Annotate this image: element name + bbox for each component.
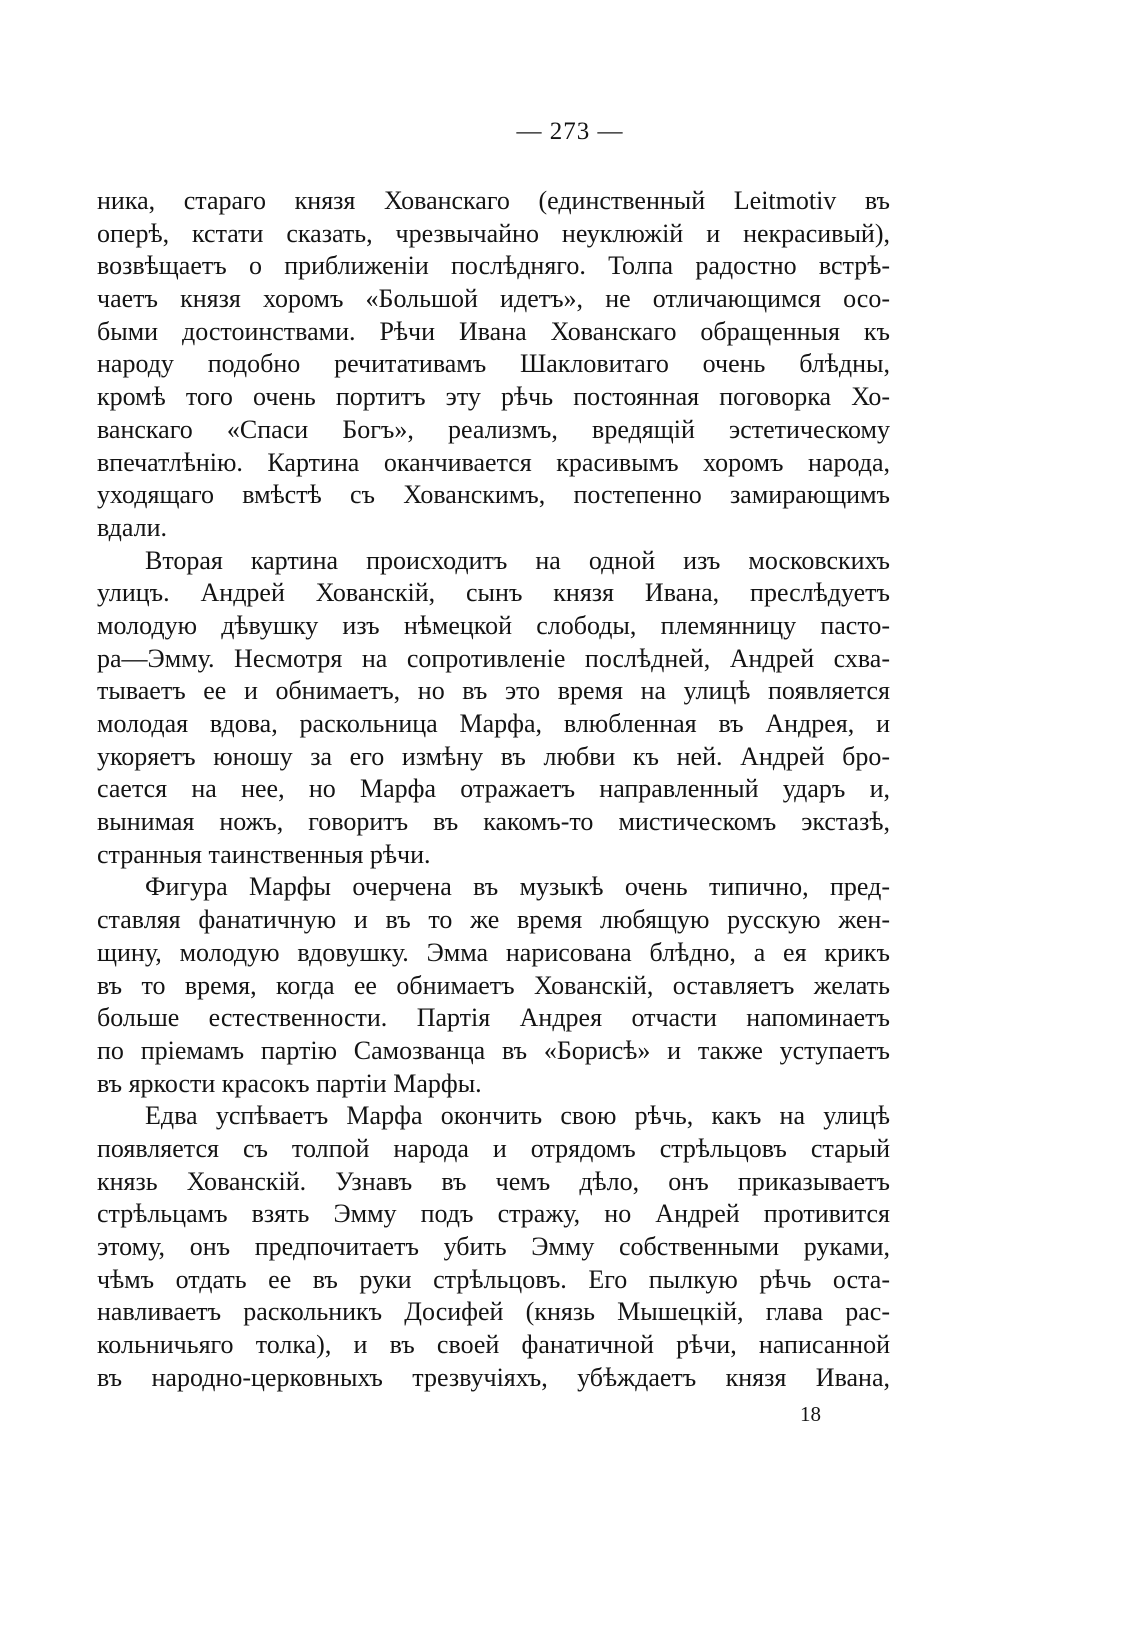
text-line: Вторая картина происходитъ на одной изъ московскихъ (145, 545, 890, 575)
paragraph (97, 871, 890, 1100)
text-line: появляется съ толпой народа и отрядомъ стрѣльцовъ старый (97, 1133, 890, 1163)
text-line: этому, онъ предпочитаетъ убить Эмму собственными руками, (97, 1232, 890, 1261)
text-line: сается на нее, но Марфа отражаетъ направленный ударъ и, (97, 774, 890, 804)
text-line: впечатлѣнію. Картина оканчивается красивымъ хоромъ народа, (97, 447, 890, 477)
text-line: вдали. (97, 512, 168, 542)
paragraph (97, 545, 890, 872)
text-line: быми достоинствами. Рѣчи Ивана Хованскаго обращенныя къ (97, 316, 890, 346)
text-line: кольничьяго толка), и въ своей фанатичной рѣчи, написанной (97, 1330, 890, 1360)
text-line: молодая вдова, раскольница Марфа, влюбленная въ Андрея, и (97, 709, 890, 738)
text-line: щину, молодую вдовушку. Эмма нарисована блѣдно, а ея крикъ (97, 937, 890, 967)
signature-mark: 18 (800, 1402, 821, 1426)
text-line: оперѣ, кстати сказать, чрезвычайно неуклюжій и некрасивый), (97, 218, 890, 248)
text-line: ставляя фанатичную и въ то же время любящую русскую жен- (97, 905, 890, 935)
text-line: по пріемамъ партію Самозванца въ «Борисѣ» и также уступаетъ (97, 1035, 890, 1065)
text-line: странныя таинственныя рѣчи. (97, 839, 431, 869)
text-line: въ народно-церковныхъ трезвучіяхъ, убѣждаетъ князя Ивана, (97, 1362, 890, 1392)
body-text (97, 185, 890, 1394)
text-line: больше естественности. Партія Андрея отчасти напоминаетъ (97, 1003, 890, 1033)
text-line: уходящаго вмѣстѣ съ Хованскимъ, постепенно замирающимъ (97, 480, 890, 510)
text-line: ванскаго «Спаси Богъ», реализмъ, вредящій эстетическому (97, 414, 890, 444)
paragraph (97, 185, 890, 545)
text-line: въ яркости красокъ партіи Марфы. (97, 1068, 482, 1098)
text-line: Фигура Марфы очерчена въ музыкѣ очень типично, пред- (145, 872, 890, 902)
text-line: тываетъ ее и обнимаетъ, но въ это время на улицѣ появляется (97, 676, 890, 706)
text-line: чѣмъ отдать ее въ руки стрѣльцовъ. Его пылкую рѣчь оста- (97, 1264, 890, 1294)
page-number: — 273 — (516, 118, 624, 145)
text-line: укоряетъ юношу за его измѣну въ любви къ ней. Андрей бро- (97, 741, 890, 771)
text-line: князь Хованскій. Узнавъ въ чемъ дѣло, онъ приказываетъ (97, 1166, 890, 1196)
text-line: молодую дѣвушку изъ нѣмецкой слободы, племянницу пасто- (97, 610, 890, 640)
text-line: въ то время, когда ее обнимаетъ Хованскій, оставляетъ желать (97, 970, 890, 1000)
text-line: возвѣщаетъ о приближеніи послѣдняго. Толпа радостно встрѣ- (97, 251, 890, 281)
text-line: народу подобно речитативамъ Шакловитаго очень блѣдны, (97, 349, 890, 379)
text-line: стрѣльцамъ взять Эмму подъ стражу, но Андрей противится (97, 1199, 890, 1229)
text-line: Едва успѣваетъ Марфа окончить свою рѣчь, какъ на улицѣ (145, 1101, 890, 1131)
paragraph (97, 1100, 890, 1394)
text-line: ника, стараго князя Хованскаго (единственный Leitmotiv въ (97, 186, 890, 215)
text-line: вынимая ножъ, говоритъ въ какомъ-то мистическомъ экстазѣ, (97, 807, 890, 837)
text-line: кромѣ того очень портитъ эту рѣчь постоянная поговорка Хо- (97, 382, 890, 412)
text-line: чаетъ князя хоромъ «Большой идетъ», не отличающимся осо- (97, 284, 890, 314)
text-line: улицъ. Андрей Хованскій, сынъ князя Ивана, преслѣдуетъ (97, 578, 890, 608)
text-line: ра—Эмму. Несмотря на сопротивленіе послѣдней, Андрей схва- (97, 643, 890, 673)
text-line: навливаетъ раскольникъ Досифей (князь Мышецкій, глава рас- (97, 1297, 890, 1327)
